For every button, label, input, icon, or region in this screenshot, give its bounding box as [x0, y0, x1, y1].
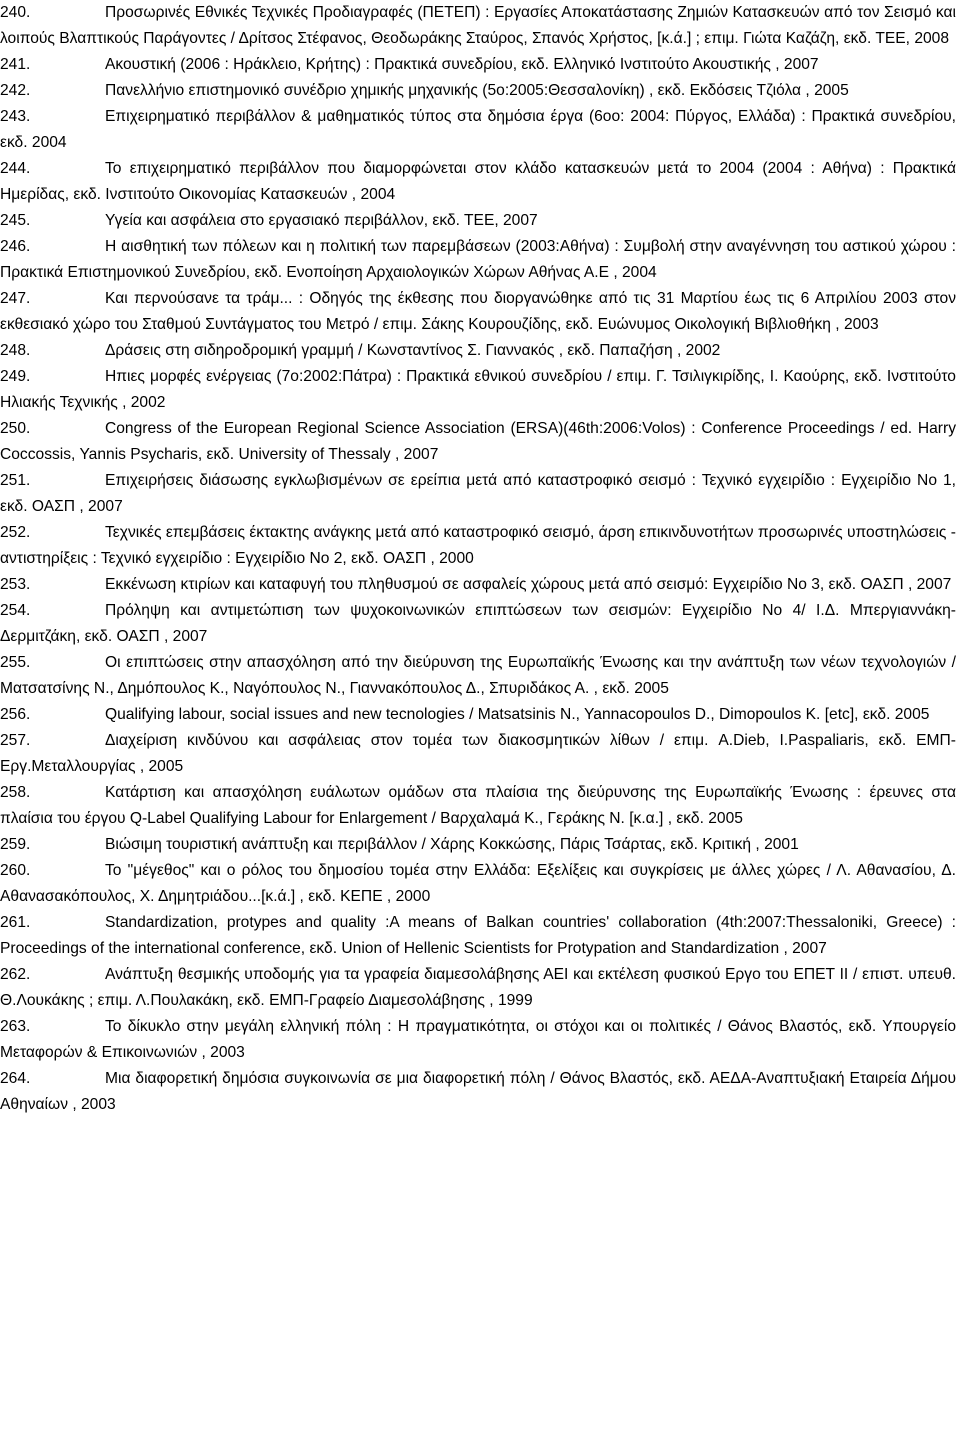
entry-number: 255.	[0, 654, 31, 671]
bibliography-entry	[0, 832, 956, 858]
entry-number: 241.	[0, 56, 31, 73]
bibliography-entry	[0, 208, 956, 234]
entry-text: Διαχείριση κινδύνου και ασφάλειας στον τομέα των διακοσμητικών λίθων / επιμ. A.Dieb, I.Paspaliaris, εκδ. ΕΜΠ-Εργ.Μεταλλουργίας , 2005	[0, 732, 956, 775]
entry-number: 256.	[0, 706, 31, 723]
entry-number: 247.	[0, 290, 31, 307]
entry-text: Επιχειρήσεις διάσωσης εγκλωβισμένων σε ερείπια μετά από καταστροφικό σεισμό : Τεχνικό εγχειρίδιο : Εγχειρίδιο Νο 1, εκδ. ΟΑΣΠ , 2007	[0, 472, 956, 515]
entry-text: Qualifying labour, social issues and new tecnologies / Matsatsinis N., Yannacopoulos D., Dimopoulos K. [etc], εκδ. 2005	[105, 706, 930, 723]
bibliography-entry	[0, 858, 956, 910]
bibliography-entry	[0, 702, 956, 728]
entry-text: Κατάρτιση και απασχόληση ευάλωτων ομάδων στα πλαίσια της διεύρυνσης της Ευρωπαϊκής Ένωσης : έρευνες στα πλαίσια του έργου Q-Label Qualifying Labour for Enlargement / Βαρχαλαμά Κ., Γεράκης Ν. [κ.α.] , εκδ. 2005	[0, 784, 956, 827]
entry-number: 260.	[0, 862, 31, 879]
bibliography-entry	[0, 468, 956, 520]
entry-number: 252.	[0, 524, 31, 541]
bibliography-entry	[0, 910, 956, 962]
bibliography-entry	[0, 416, 956, 468]
entry-number: 263.	[0, 1018, 31, 1035]
bibliography-entry	[0, 286, 956, 338]
bibliography-entry	[0, 364, 956, 416]
entry-number: 250.	[0, 420, 31, 437]
entry-text: Επιχειρηματικό περιβάλλον & μαθηματικός τύπος στα δημόσια έργα (6οο: 2004: Πύργος, Ελλάδα) : Πρακτικά συνεδρίου, εκδ. 2004	[0, 108, 956, 151]
entry-number: 242.	[0, 82, 31, 99]
entry-text: Το "μέγεθος" και ο ρόλος του δημοσίου τομέα στην Ελλάδα: Εξελίξεις και συγκρίσεις με άλλες χώρες / Λ. Αθανασίου, Δ. Αθανασακόπουλος, Χ. Δημητριάδου...[κ.ά.] , εκδ. ΚΕΠΕ , 2000	[0, 862, 956, 905]
bibliography-entry	[0, 52, 956, 78]
entry-number: 249.	[0, 368, 31, 385]
bibliography-entry	[0, 0, 956, 52]
entry-text: Πανελλήνιο επιστημονικό συνέδριο χημικής μηχανικής (5ο:2005:Θεσσαλονίκη) , εκδ. Εκδόσεις Τζιόλα , 2005	[105, 82, 849, 99]
entry-text: Ανάπτυξη θεσμικής υποδομής για τα γραφεία διαμεσολάβησης ΑΕΙ και εκτέλεση φυσικού Εργο του ΕΠΕΤ ΙΙ / επιστ. υπευθ. Θ.Λουκάκης ; επιμ. Λ.Πουλακάκη, εκδ. ΕΜΠ-Γραφείο Διαμεσολάβησης , 1999	[0, 966, 956, 1009]
entry-text: Η αισθητική των πόλεων και η πολιτική των παρεμβάσεων (2003:Αθήνα) : Συμβολή στην αναγέννηση του αστικού χώρου : Πρακτικά Επιστημονικού Συνεδρίου, εκδ. Ενοποίηση Αρχαιολογικών Χώρων Αθήνας Α.Ε , 2004	[0, 238, 956, 281]
entry-number: 248.	[0, 342, 31, 359]
bibliography-entry	[0, 598, 956, 650]
bibliography-entry	[0, 780, 956, 832]
entry-text: Το δίκυκλο στην μεγάλη ελληνική πόλη : Η πραγματικότητα, οι στόχοι και οι πολιτικές / Θάνος Βλαστός, εκδ. Υπουργείο Μεταφορών & Επικοινωνιών , 2003	[0, 1018, 956, 1061]
bibliography-entry	[0, 338, 956, 364]
bibliography-entry	[0, 104, 956, 156]
entry-text: Ηπιες μορφές ενέργειας (7ο:2002:Πάτρα) : Πρακτικά εθνικού συνεδρίου / επιμ. Γ. Τσιλιγκιρίδης, Ι. Καούρης, εκδ. Ινστιτούτο Ηλιακής Τεχνικής , 2002	[0, 368, 956, 411]
entry-text: Δράσεις στη σιδηροδρομική γραμμή / Κωνσταντίνος Σ. Γιαννακός , εκδ. Παπαζήση , 2002	[105, 342, 721, 359]
entry-number: 251.	[0, 472, 31, 489]
entry-text: Και περνούσανε τα τράμ... : Οδηγός της έκθεσης που διοργανώθηκε από τις 31 Μαρτίου έως τις 6 Απριλίου 2003 στον εκθεσιακό χώρο του Σταθμού Συντάγματος του Μετρό / επιμ. Σάκης Κουρουζίδης, εκδ. Ευώνυμος Οικολογική Βιβλιοθήκη , 2003	[0, 290, 956, 333]
entry-number: 245.	[0, 212, 31, 229]
entry-text: Congress of the European Regional Science Association (ERSA)(46th:2006:Volos) : Conference Proceedings / ed. Harry Coccossis, Yannis Psycharis, εκδ. University of Thessaly , 2007	[0, 420, 956, 463]
entry-text: Εκκένωση κτιρίων και καταφυγή του πληθυσμού σε ασφαλείς χώρους μετά από σεισμό: Εγχειρίδιο Νο 3, εκδ. ΟΑΣΠ , 2007	[105, 576, 952, 593]
bibliography-entry	[0, 962, 956, 1014]
bibliography-entry	[0, 78, 956, 104]
entry-number: 253.	[0, 576, 31, 593]
bibliography-entry	[0, 1014, 956, 1066]
bibliography-entry	[0, 650, 956, 702]
entry-number: 246.	[0, 238, 31, 255]
entry-text: Προσωρινές Εθνικές Τεχνικές Προδιαγραφές (ΠΕΤΕΠ) : Εργασίες Αποκατάστασης Ζημιών Κατασκευών από τον Σεισμό και λοιπούς Βλαπτικούς Παράγοντες / Δρίτσος Στέφανος, Θεοδωράκης Σταύρος, Σπανός Χρήστος, [κ.ά.] ; επιμ. Γιώτα Καζάζη, εκδ. ΤΕΕ, 2008	[0, 4, 956, 47]
bibliography-entry	[0, 520, 956, 572]
entry-text: Μια διαφορετική δημόσια συγκοινωνία σε μια διαφορετική πόλη / Θάνος Βλαστός, εκδ. ΑΕΔΑ-Αναπτυξιακή Εταιρεία Δήμου Αθηναίων , 2003	[0, 1070, 956, 1113]
entry-number: 244.	[0, 160, 31, 177]
entry-text: Ακουστική (2006 : Ηράκλειο, Κρήτης) : Πρακτικά συνεδρίου, εκδ. Ελληνικό Ινστιτούτο Ακουστικής , 2007	[105, 56, 819, 73]
bibliography-entry	[0, 1066, 956, 1118]
entry-text: Πρόληψη και αντιμετώπιση των ψυχοκοινωνικών επιπτώσεων των σεισμών: Εγχειρίδιο Νο 4/ Ι.Δ. Μπεργιαννάκη-Δερμιτζάκη, εκδ. ΟΑΣΠ , 2007	[0, 602, 956, 645]
entry-text: Standardization, protypes and quality :A means of Balkan countries' collaboration (4th:2007:Thessaloniki, Greece) : Proceedings of the international conference, εκδ. Union of Hellenic Scientists for Protypation and Standardization , 2007	[0, 914, 956, 957]
entry-number: 243.	[0, 108, 31, 125]
entry-number: 258.	[0, 784, 31, 801]
entry-text: Οι επιπτώσεις στην απασχόληση από την διεύρυνση της Ευρωπαϊκής Ένωσης και την ανάπτυξη των νέων τεχνολογιών / Ματσατσίνης Ν., Δημόπουλος Κ., Ναγόπουλος Ν., Γιαννακόπουλος Δ., Σπυριδάκος Α. , εκδ. 2005	[0, 654, 956, 697]
entry-number: 254.	[0, 602, 31, 619]
entry-number: 261.	[0, 914, 31, 931]
bibliography-entry	[0, 156, 956, 208]
entry-text: Υγεία και ασφάλεια στο εργασιακό περιβάλλον, εκδ. ΤΕΕ, 2007	[105, 212, 538, 229]
entry-number: 257.	[0, 732, 31, 749]
bibliography-entry	[0, 728, 956, 780]
entry-text: Το επιχειρηματικό περιβάλλον που διαμορφώνεται στον κλάδο κατασκευών μετά το 2004 (2004 : Αθήνα) : Πρακτικά Ημερίδας, εκδ. Ινστιτούτο Οικονομίας Κατασκευών , 2004	[0, 160, 956, 203]
entry-number: 240.	[0, 4, 31, 21]
bibliography-entry	[0, 572, 956, 598]
bibliography-entry	[0, 234, 956, 286]
entry-number: 259.	[0, 836, 31, 853]
entry-text: Βιώσιμη τουριστική ανάπτυξη και περιβάλλον / Χάρης Κοκκώσης, Πάρις Τσάρτας, εκδ. Κριτική , 2001	[105, 836, 799, 853]
entry-number: 262.	[0, 966, 31, 983]
entry-number: 264.	[0, 1070, 31, 1087]
entry-text: Τεχνικές επεμβάσεις έκτακτης ανάγκης μετά από καταστροφικό σεισμό, άρση επικινδυνοτήτων προσωρινές υποστηλώσεις - αντιστηρίξεις : Τεχνικό εγχειρίδιο : Εγχειρίδιο Νο 2, εκδ. ΟΑΣΠ , 2000	[0, 524, 956, 567]
